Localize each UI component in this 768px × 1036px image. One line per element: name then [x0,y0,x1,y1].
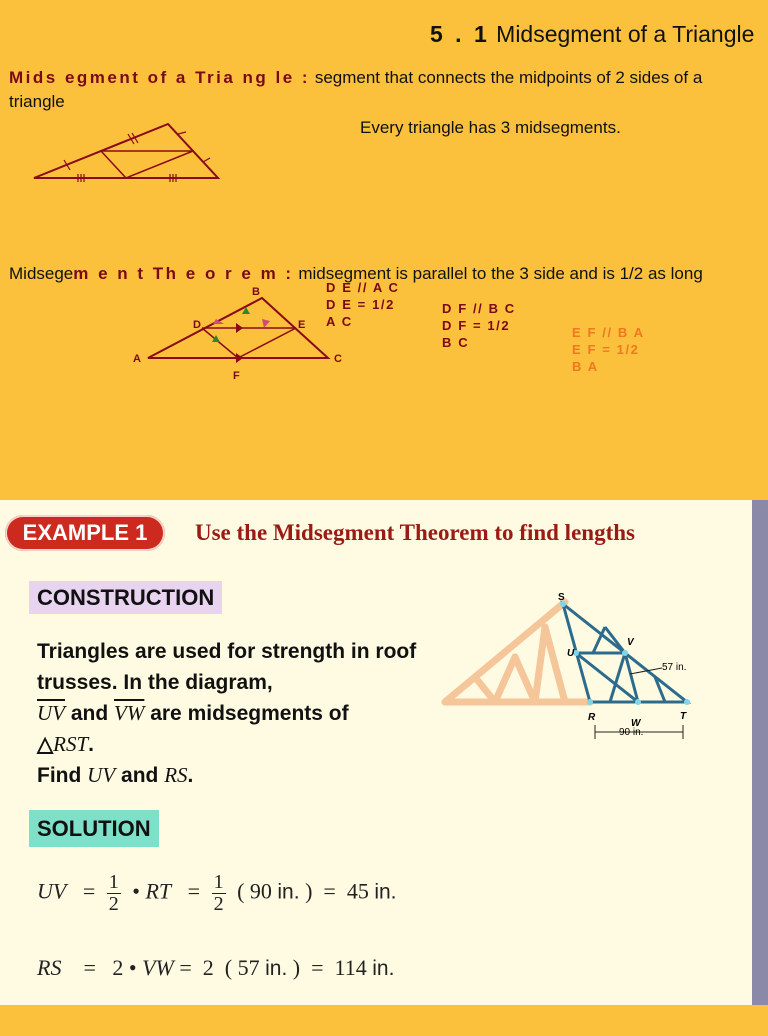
theorem-term: m e n t Th e o r e m : [73,264,294,283]
example-badge: EXAMPLE 1 [5,515,165,551]
triangle-symbol: △ [37,733,54,756]
eq2-open: ( [224,955,233,980]
equation-rs [37,955,394,981]
triangle-name: RST [53,732,89,756]
eq1-open: ( [237,878,245,904]
eq2-two2: 2 [202,955,214,980]
eq1-result-unit: in. [374,880,397,904]
construction-text [37,636,437,791]
truss-v: V [627,637,634,648]
eq1-frac [107,872,121,915]
para-1: Triangles are used for strength in roof trusses. In the diagram, [37,640,417,694]
eq2-dot: • [128,955,137,980]
eq2-two: 2 [112,955,124,980]
eq1-unit: in. [277,880,300,904]
eq2-eq2: = [179,955,192,980]
eq2-close: ) [292,955,301,980]
eq1-val: 90 [249,878,272,904]
label-c: C [334,353,342,365]
eq1-eq2: = [187,878,201,904]
slide-title [430,20,754,48]
eq1-den: 2 [108,893,119,915]
theorem-triangle-figure [140,290,340,365]
every-triangle-note: Every triangle has 3 midsegments. [360,118,621,137]
eq2-eq3: = [311,955,324,980]
truss-u: U [567,648,575,659]
eq1-close: ) [305,878,313,904]
eq1-dot: • [132,878,140,904]
triangle-figure [20,118,225,186]
eq2-result: 114 [334,955,367,980]
truss-t: T [680,711,687,722]
truss-90: 90 in. [619,727,644,738]
definition-text: segment that connects the midpoints of 2 sides of a triangle [9,68,703,111]
truss-r: R [588,712,596,723]
note-ef: E F // B A E F = 1/2 B A [572,325,645,374]
eq1-result: 45 [346,878,369,904]
eq1-num2: 1 [213,871,224,893]
solution-tag: SOLUTION [29,810,159,847]
para-2: are midsegments of [150,702,349,725]
find: Find [37,764,82,787]
label-f: F [233,370,240,382]
label-d: D [193,319,201,331]
truss-w: W [631,718,641,729]
and-2: and [121,764,159,787]
truss-57: 57 in. [662,662,687,673]
label-b: B [252,286,260,298]
theorem-prefix: Midsege [9,264,74,283]
construction-label [29,585,222,611]
solution-label [29,816,159,842]
eq2-val: 57 [237,955,260,980]
eq1-eq3: = [323,878,336,904]
segment-uv: $\overline{UV}$ [37,701,65,725]
eq1-den2: 2 [213,893,224,915]
find-rs: RS [164,763,188,787]
title-number: 5 . 1 [430,21,490,47]
find-uv: UV [87,763,116,787]
eq2-result-unit: in. [372,957,395,980]
construction-tag: CONSTRUCTION [29,581,222,614]
eq2-vw: VW [142,955,174,980]
eq1-eq: = [82,878,96,904]
note-de: D E // A C D E = 1/2 A C [326,280,400,329]
label-a: A [133,353,141,365]
period: . [88,733,95,756]
eq1-rt: RT [145,878,172,904]
right-bar [752,500,768,1005]
example-heading: Use the Midsegment Theorem to find lengths [195,520,635,545]
theorem-text: midsegment is parallel to the 3 side and is 1/2 as long [298,264,703,283]
truss-s: S [558,592,565,603]
find-end: . [187,764,194,787]
segment-vw: $\overline{VW}$ [114,701,145,725]
eq2-unit: in. [265,957,288,980]
eq2-eq: = [83,955,96,980]
note-df: D F // B C D F = 1/2 B C [442,301,516,350]
eq1-num: 1 [108,871,119,893]
eq2-lhs: RS [37,955,62,980]
eq1-lhs: UV [37,878,67,904]
title-text: Midsegment of a Triangle [496,21,755,47]
definition-term: Mids egment of a Tria ng le : [9,68,311,87]
and-1: and [70,702,109,725]
label-e: E [298,319,306,331]
equation-uv [37,872,397,915]
eq1-frac2 [212,872,226,915]
definition [9,66,749,114]
